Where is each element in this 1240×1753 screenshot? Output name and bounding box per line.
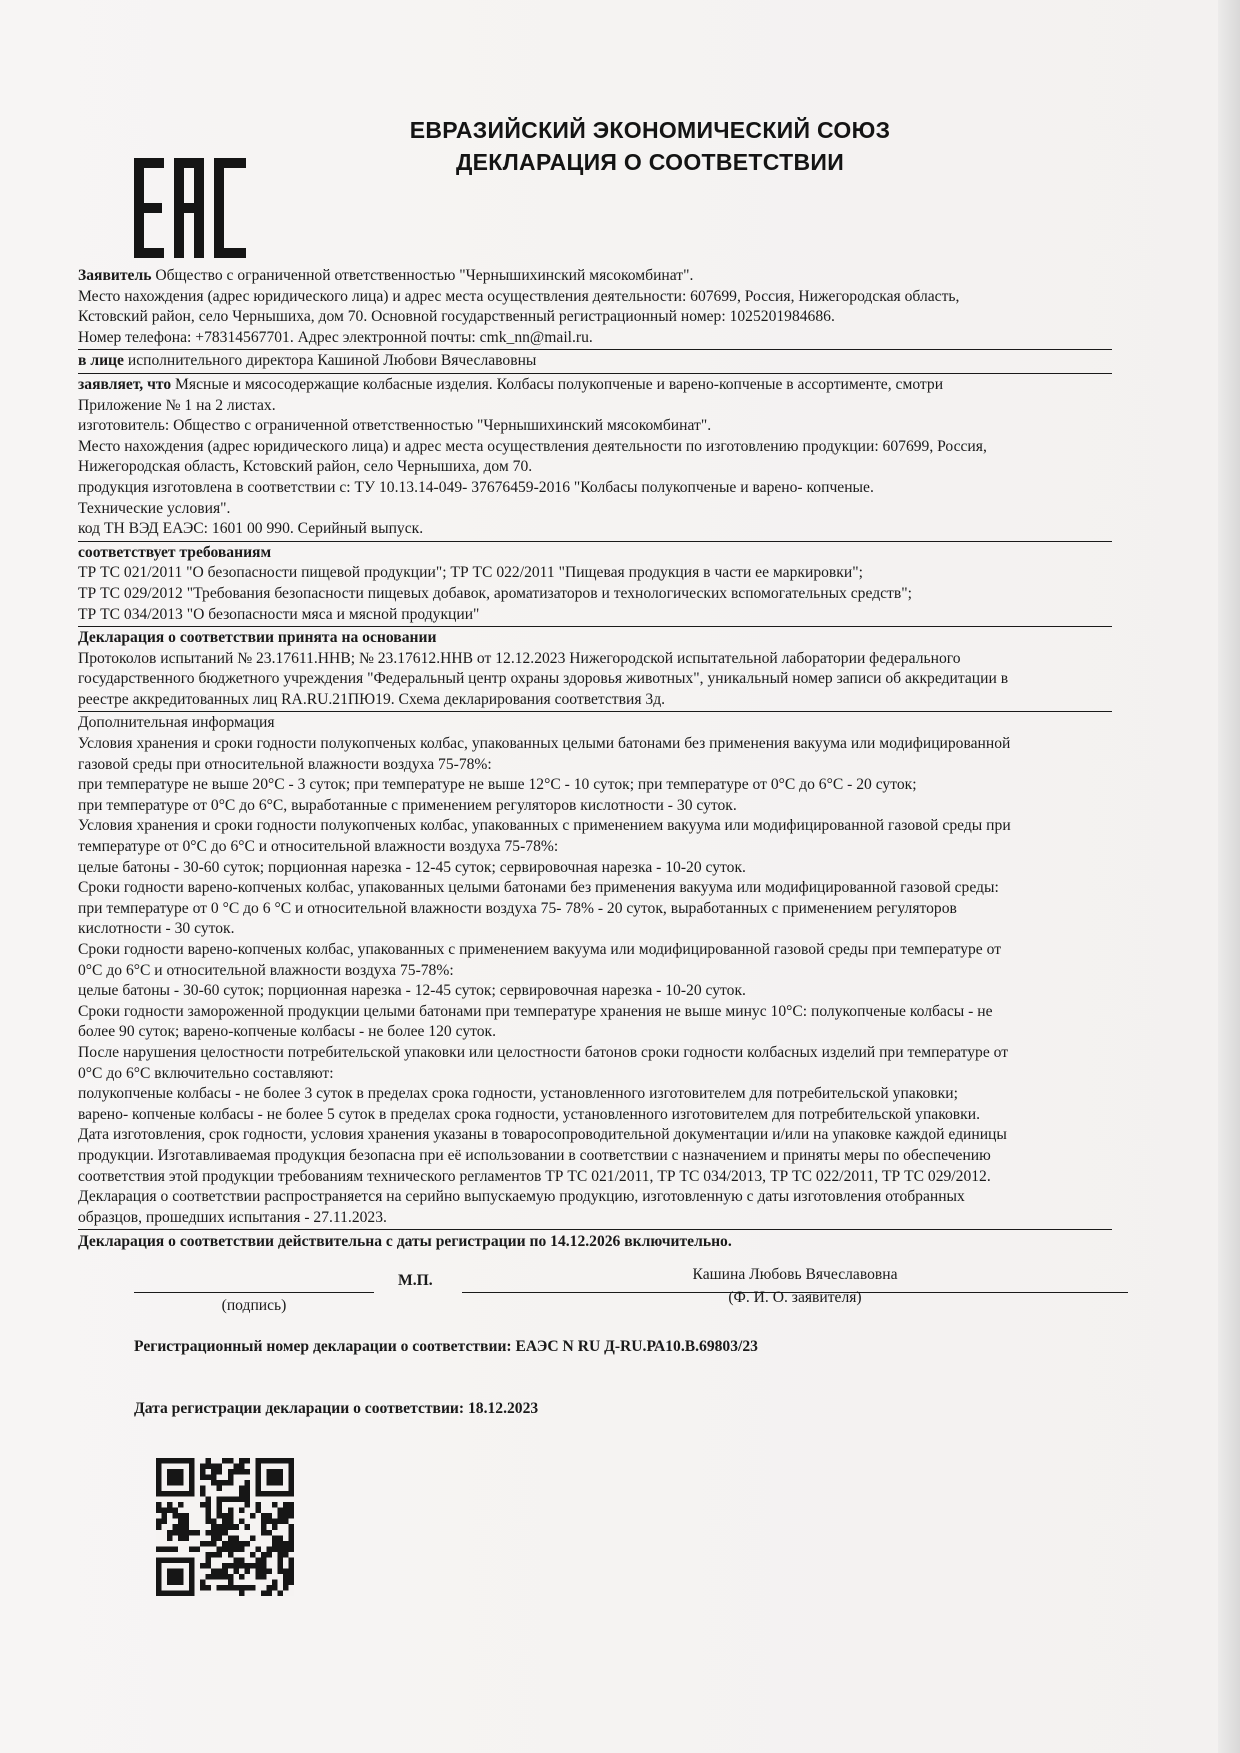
requirement-3: ТР ТС 034/2013 "О безопасности мяса и мясной продукции" xyxy=(78,605,480,623)
applicant-address-cont: Кстовский район, село Чернышиха, дом 70. Основной государственный регистрационный номер: 1025201984686. xyxy=(78,308,835,326)
requirements-section xyxy=(78,543,1112,627)
applicant-text: Общество с ограниченной ответственностью "Чернышихинский мясокомбинат". xyxy=(151,267,694,284)
additional-line: Условия хранения и сроки годности полукопченых колбас, упакованных с применением вакуума или модифицированной газовой среды при xyxy=(78,817,1011,835)
additional-line: Декларация о соответствии распространяется на серийно выпускаемую продукцию, изготовленную с даты изготовления отобранных xyxy=(78,1188,965,1206)
signature-line xyxy=(134,1292,374,1293)
additional-line: Сроки годности замороженной продукции целыми батонами при температуре хранения не выше минус 10°С: полукопченые колбасы - не xyxy=(78,1002,993,1020)
additional-line: Дата изготовления, срок годности, условия хранения указаны в товаросопроводительной документации и/или на упаковке каждой единицы xyxy=(78,1126,1007,1144)
additional-line: продукции. Изготавливаемая продукция безопасна при её использовании в соответствии с назначением и приняты меры по обеспечению xyxy=(78,1146,991,1164)
basis-label: Декларация о соответствии принята на основании xyxy=(78,629,437,647)
signature-caption: (подпись) xyxy=(221,1297,287,1314)
additional-line: температуре от 0°С до 6°С и относительной влажности воздуха 75-78%: xyxy=(78,838,559,856)
basis-section xyxy=(78,628,1112,712)
scan-edge xyxy=(1218,0,1240,1753)
additional-line: более 90 суток; варено-копченые колбасы - не более 120 суток. xyxy=(78,1023,497,1041)
name-caption: (Ф. И. О. заявителя) xyxy=(728,1289,862,1306)
requirement-1: ТР ТС 021/2011 "О безопасности пищевой продукции"; ТР ТС 022/2011 "Пищевая продукция в части ее маркировки"; xyxy=(78,564,863,582)
additional-line: Сроки годности варено-копченых колбас, упакованных целыми батонами без применения вакуума или модифицированной газовой среды: xyxy=(78,879,999,897)
declares-section xyxy=(78,375,1112,542)
qr-code-icon xyxy=(156,1458,294,1596)
declares-product: Мясные и мясосодержащие колбасные изделия. Колбасы полукопченые и варено-копченые в ассортименте, смотри xyxy=(171,375,944,393)
declares-appendix: Приложение № 1 на 2 листах. xyxy=(78,396,276,414)
additional-line: Условия хранения и сроки годности полукопченых колбас, упакованных целыми батонами без применения вакуума или модифицированной xyxy=(78,735,1011,753)
additional-line: соответствия этой продукции требованиям технического регламентов ТР ТС 021/2011, ТР ТС 034/2013, ТР ТС 022/2011, ТР ТС 029/2012. xyxy=(78,1167,991,1185)
additional-label: Дополнительная информация xyxy=(78,714,275,732)
manufacturer-address: Место нахождения (адрес юридического лица) и адрес места осуществления деятельности по изготовлению продукции: 607699, Россия, xyxy=(78,437,987,455)
hs-code: код ТН ВЭД ЕАЭС: 1601 00 990. Серийный выпуск. xyxy=(78,520,424,538)
header-union-title: ЕВРАЗИЙСКИЙ ЭКОНОМИЧЕСКИЙ СОЮЗ xyxy=(409,117,891,143)
manufacturer-address-cont: Нижегородская область, Кстовский район, село Чернышиха, дом 70. xyxy=(78,458,533,476)
requirements-label: соответствует требованиям xyxy=(78,543,272,561)
eac-mark-icon xyxy=(134,158,246,258)
applicant-label: Заявитель xyxy=(78,267,152,284)
additional-line: образцов, прошедших испытания - 27.11.2023. xyxy=(78,1208,387,1226)
basis-lab: государственного бюджетного учреждения "Федеральный центр охраны здоровья животных", уникальный номер записи об аккредитации в xyxy=(78,670,1009,688)
applicant-address: Место нахождения (адрес юридического лица) и адрес места осуществления деятельности: 607699, Россия, Нижегородская область, xyxy=(78,287,960,305)
basis-protocols: Протоколов испытаний № 23.17611.ННВ; № 23.17612.ННВ от 12.12.2023 Нижегородской испытательной лаборатории федерального xyxy=(78,649,961,667)
declares-label: заявляет, что xyxy=(78,375,172,393)
represented-section xyxy=(78,351,1112,374)
applicant-name: Кашина Любовь Вячеславовна xyxy=(692,1266,898,1283)
represented-text: исполнительного директора Кашиной Любови Вячеславовны xyxy=(123,352,537,370)
product-standard-cont: Технические условия". xyxy=(78,499,231,517)
stamp-place-label: М.П. xyxy=(398,1272,433,1289)
additional-line: полукопченые колбасы - не более 3 суток в пределах срока годности, установленного изготовителем для потребительской упаковки; xyxy=(78,1085,958,1103)
registration-date: Дата регистрации декларации о соответствии: 18.12.2023 xyxy=(134,1400,539,1417)
represented-label: в лице xyxy=(78,352,124,370)
document-header xyxy=(330,114,970,178)
additional-line: газовой среды при относительной влажности воздуха 75-78%: xyxy=(78,755,492,773)
additional-line: при температуре не выше 20°С - 3 суток; при температуре не выше 12°С - 10 суток; при температуре от 0°С до 6°С - 20 суток; xyxy=(78,776,917,794)
additional-line: при температуре от 0 °С до 6 °С и относительной влажности воздуха 75- 78% - 20 суток, выработанных с применением регуляторов xyxy=(78,899,957,917)
additional-line: 0°С до 6°С и относительной влажности воздуха 75-78%: xyxy=(78,961,454,979)
validity-statement: Декларация о соответствии действительна с даты регистрации по 14.12.2026 включительно. xyxy=(78,1233,732,1251)
applicant-contacts: Номер телефона: +78314567701. Адрес электронной почты: cmk_nn@mail.ru. xyxy=(78,328,593,346)
signature-block xyxy=(0,1262,1240,1322)
additional-lines xyxy=(78,734,1112,1228)
manufacturer: изготовитель: Общество с ограниченной ответственностью "Чернышихинский мясокомбинат". xyxy=(78,417,712,435)
requirement-2: ТР ТС 029/2012 "Требования безопасности пищевых добавок, ароматизаторов и технологических вспомогательных средств"; xyxy=(78,584,912,602)
declaration-body xyxy=(78,266,1112,1253)
additional-line: целые батоны - 30-60 суток; порционная нарезка - 12-45 суток; сервировочная нарезка - 10-20 суток. xyxy=(78,858,746,876)
additional-line: Сроки годности варено-копченых колбас, упакованных с применением вакуума или модифицированной газовой среды при температуре от xyxy=(78,941,1002,958)
applicant-section xyxy=(78,266,1112,350)
additional-line: целые батоны - 30-60 суток; порционная нарезка - 12-45 суток; сервировочная нарезка - 10-20 суток. xyxy=(78,982,746,1000)
additional-line: при температуре от 0°С до 6°С, выработанные с применением регуляторов кислотности - 30 суток. xyxy=(78,796,737,814)
header-declaration-title: ДЕКЛАРАЦИЯ О СООТВЕТСТВИИ xyxy=(455,149,845,175)
basis-accreditation: реестре аккредитованных лиц RA.RU.21ПЮ19. Схема декларирования соответствия 3д. xyxy=(78,690,666,708)
registration-number: Регистрационный номер декларации о соответствии: ЕАЭС N RU Д-RU.РА10.В.69803/23 xyxy=(134,1338,758,1355)
additional-line: 0°С до 6°С включительно составляют: xyxy=(78,1064,334,1082)
additional-line: варено- копченые колбасы - не более 5 суток в пределах срока годности, установленного изготовителем для потребительской упаковки. xyxy=(78,1105,980,1123)
product-standard: продукция изготовлена в соответствии с: ТУ 10.13.14-049- 37676459-2016 "Колбасы полукопченые и варено- копченые. xyxy=(78,478,874,496)
additional-line: После нарушения целостности потребительской упаковки или целостности батонов сроки годности колбасных изделий при температуре от xyxy=(78,1043,1009,1061)
additional-line: кислотности - 30 суток. xyxy=(78,920,235,938)
additional-section xyxy=(78,713,1112,1230)
